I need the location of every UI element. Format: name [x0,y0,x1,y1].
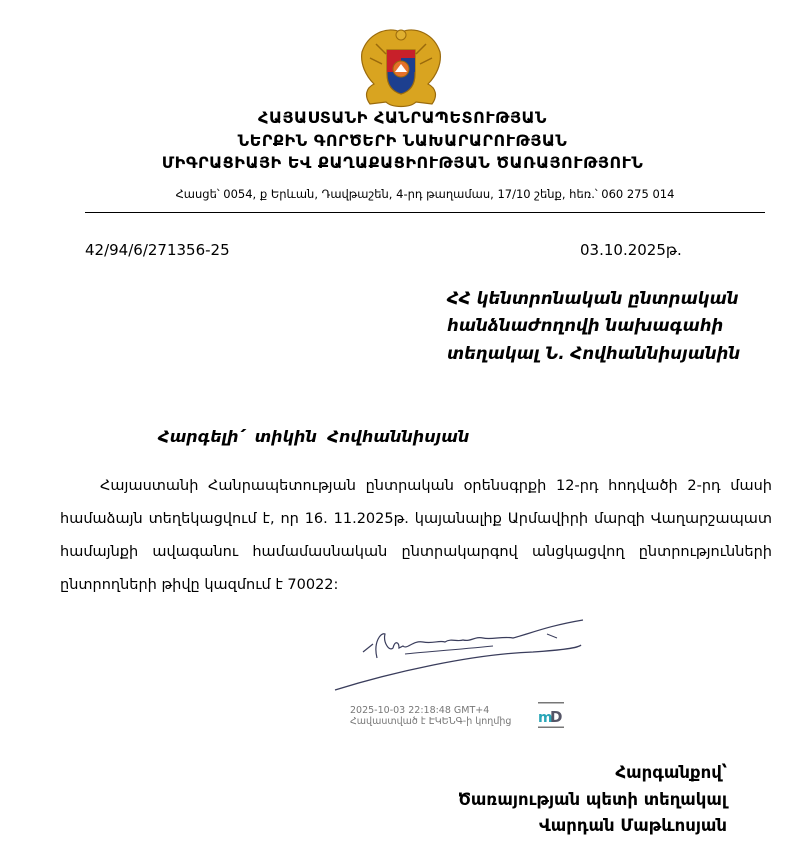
recipient-line-1: ՀՀ կենտրոնական ընտրական [447,289,739,308]
header-divider [85,212,765,213]
signature-timestamp: 2025-10-03 22:18:48 GMT+4 [350,705,490,716]
svg-text:D: D [550,708,563,726]
signature-verified-text: Հավաստված է ԷԿԵՆԳ-ի կողմից [350,716,512,727]
header-line-2: ՆԵՐՔԻՆ ԳՈՐԾԵՐԻ ՆԱԽԱՐԱՐՈՒԹՅԱՆ [237,131,568,150]
signer-title: Ծառայության պետի տեղակալ [457,790,727,809]
handwritten-signature [333,612,588,694]
closing-regards: Հարգանքով՝ [615,763,727,782]
recipient-line-3: տեղակալ Ն. Հովհաննիսյանին [447,344,741,363]
svg-text:m: m [538,710,553,726]
header-line-3: ՄԻԳՐԱՑԻԱՅԻ ԵՎ ՔԱՂԱՔԱՑԻՈՒԹՅԱՆ ԾԱՌԱՅՈՒԹՅՈՒՆ [161,153,644,172]
salutation: Հարգելի՛ տիկին Հովհաննիսյան [158,427,470,446]
letter-body: Հայաստանի Հանրապետության ընտրական օրենսգրքի 12-րդ հոդվածի 2-րդ մասի համաձայն տեղեկացվում է, որ 16. 11.2025թ. կայանալիք Արմավիրի մարզի Վաղարշապատ համայնքի ավագանու համամասնական ընտրակարգով անցկացվող ընտրությունների ընտրողների թիվը կազմում է 70022: [60,478,772,593]
header-line-1: ՀԱՅԱՍՏԱՆԻ ՀԱՆՐԱՊԵՏՈՒԹՅԱՆ [258,108,547,127]
mid-logo-icon [536,702,566,728]
reference-number: 42/94/6/271356-25 [85,241,230,259]
coat-of-arms-emblem [356,24,446,112]
header-address: Հասցե՝ 0054, ք Երևան, Դավթաշեն, 4-րդ թաղամաս, 17/10 շենք, հեռ.՝ 060 275 014 [175,187,675,201]
recipient-line-2: հանձնաժողովի նախագահի [447,316,724,335]
letter-date: 03.10.2025թ. [580,241,682,259]
signature-stamp [350,705,511,727]
signer-name: Վարդան Մաթևոսյան [539,816,727,835]
